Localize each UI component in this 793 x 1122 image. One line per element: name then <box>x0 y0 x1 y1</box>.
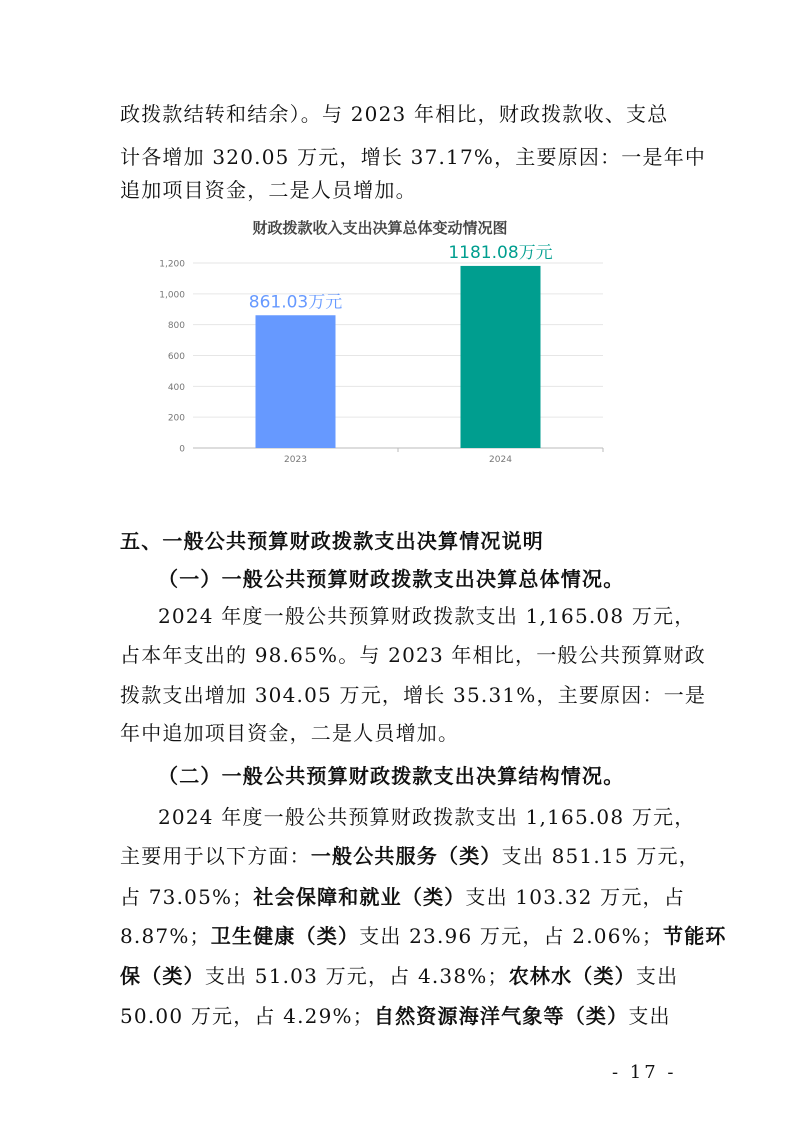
category-name: 卫生健康（类） <box>210 924 360 948</box>
category-name: 保（类） <box>120 964 205 988</box>
y-tick-label: 1,200 <box>159 259 185 270</box>
text: 支出 103.32 万元，占 <box>465 885 685 909</box>
sub2-line-4 <box>120 922 727 950</box>
y-tick-label: 400 <box>167 382 185 393</box>
y-tick-label: 200 <box>167 413 185 424</box>
text: 8.87%； <box>120 924 211 948</box>
text: 支出 <box>635 964 679 988</box>
sub2-line-2 <box>120 842 700 870</box>
text: 支出 <box>628 1004 671 1028</box>
data-label: 1181.08万元 <box>448 242 553 263</box>
y-tick-label: 0 <box>179 444 185 455</box>
sub1-line-2: 占本年支出的 98.65%。与 2023 年相比，一般公共预算财政 <box>120 643 706 667</box>
intro-line-2: 计各增加 320.05 万元，增长 37.17%，主要原因：一是年中 <box>120 145 707 169</box>
y-tick-label: 800 <box>167 321 185 332</box>
bar-2024 <box>461 266 541 448</box>
text: 支出 51.03 万元，占 4.38%； <box>204 964 509 988</box>
category-name: 社会保障和就业（类） <box>253 885 466 909</box>
text: 主要用于以下方面： <box>120 844 311 868</box>
text: 50.00 万元，占 4.29%； <box>120 1004 374 1028</box>
text: 支出 851.15 万元， <box>501 844 700 868</box>
text: 占 73.05%； <box>120 885 254 909</box>
data-label: 861.03万元 <box>248 292 343 313</box>
intro-line-3: 追加项目资金，二是人员增加。 <box>120 178 417 202</box>
sub2-line-1: 2024 年度一般公共预算财政拨款支出 1,165.08 万元， <box>158 805 696 829</box>
y-tick-label: 600 <box>167 352 185 362</box>
text: 支出 23.96 万元，占 2.06%； <box>359 924 664 948</box>
category-name: 一般公共服务（类） <box>310 844 502 868</box>
subsection-2-heading: （二）一般公共预算财政拨款支出决算结构情况。 <box>158 764 625 788</box>
bar-2023 <box>256 315 336 448</box>
category-name: 农林水（类） <box>508 964 636 988</box>
sub1-line-3: 拨款支出增加 304.05 万元，增长 35.31%，主要原因：一是 <box>120 683 707 707</box>
sub2-line-6 <box>120 1002 680 1030</box>
section-heading: 五、一般公共预算财政拨款支出决算情况说明 <box>120 529 544 553</box>
page-number: - 17 - <box>612 1062 677 1083</box>
sub2-line-3 <box>120 883 685 911</box>
sub1-line-4: 年中追加项目资金，二是人员增加。 <box>120 721 460 745</box>
x-tick-label: 2023 <box>284 455 307 465</box>
bar-chart <box>145 210 615 472</box>
subsection-1-heading: （一）一般公共预算财政拨款支出决算总体情况。 <box>158 567 625 591</box>
category-name: 自然资源海洋气象等（类） <box>373 1004 629 1028</box>
sub1-line-1: 2024 年度一般公共预算财政拨款支出 1,165.08 万元， <box>158 604 696 628</box>
intro-line-1: 政拨款结转和结余）。与 2023 年相比，财政拨款收、支总 <box>120 102 669 126</box>
x-tick-label: 2024 <box>489 455 512 465</box>
category-name: 节能环 <box>663 924 727 948</box>
y-tick-label: 1,000 <box>159 290 185 301</box>
chart-title: 财政拨款收入支出决算总体变动情况图 <box>252 219 508 237</box>
sub2-line-5 <box>120 962 680 990</box>
